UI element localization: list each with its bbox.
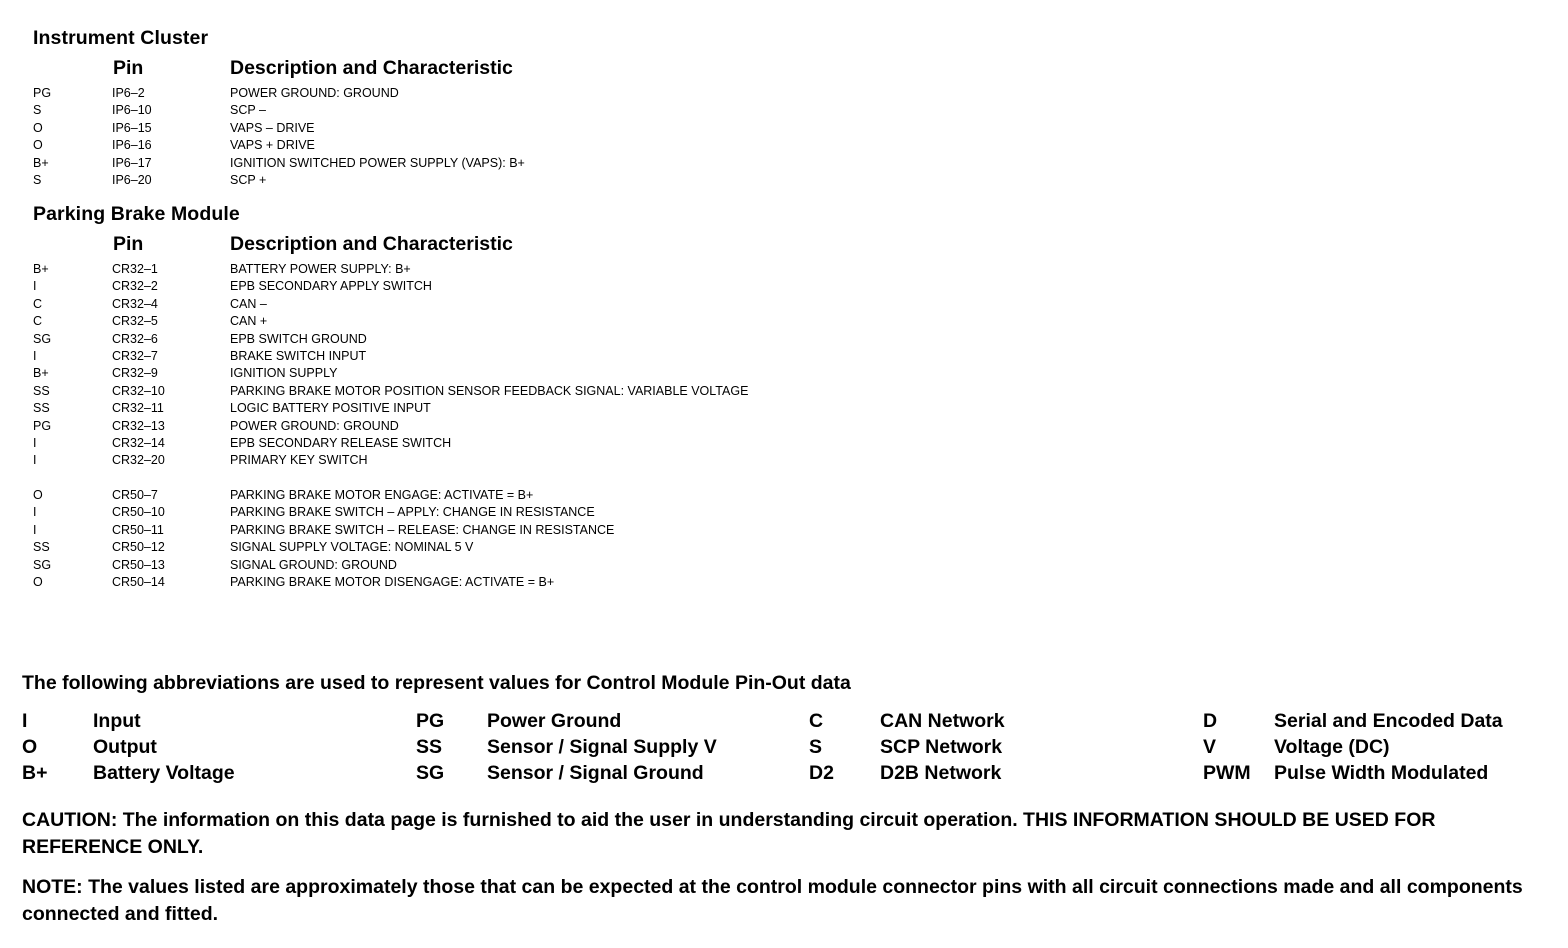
legend-abbreviation: S bbox=[809, 736, 823, 758]
pin-id: CR50–12 bbox=[112, 540, 165, 555]
legend-abbreviation: C bbox=[809, 710, 824, 732]
pin-description: SCP – bbox=[230, 103, 266, 118]
pin-id: IP6–2 bbox=[112, 86, 145, 100]
signal-type-code: O bbox=[33, 575, 43, 590]
table-row bbox=[33, 102, 933, 119]
signal-type-code: SG bbox=[33, 331, 52, 346]
legend-abbreviation: D bbox=[1203, 710, 1218, 732]
pin-description: SIGNAL SUPPLY VOLTAGE: NOMINAL 5 V bbox=[230, 540, 474, 555]
pin-description: POWER GROUND: GROUND bbox=[230, 86, 399, 100]
pin-id: CR32–2 bbox=[112, 279, 158, 294]
pin-description: BATTERY POWER SUPPLY: B+ bbox=[230, 262, 411, 276]
pin-description: EPB SECONDARY APPLY SWITCH bbox=[230, 279, 432, 294]
pin-description: BRAKE SWITCH INPUT bbox=[230, 348, 367, 363]
signal-type-code: PG bbox=[33, 418, 52, 433]
signal-type-code: I bbox=[33, 522, 37, 537]
module-title-instrument-cluster: Instrument Cluster bbox=[33, 27, 209, 49]
pin-description: SCP + bbox=[230, 172, 267, 187]
pin-table-instrument-cluster bbox=[33, 85, 933, 189]
table-row bbox=[33, 539, 933, 556]
pin-id: IP6–15 bbox=[112, 120, 152, 135]
legend-meaning: Input bbox=[93, 710, 141, 732]
legend-abbreviation: I bbox=[22, 710, 28, 732]
pin-description: VAPS + DRIVE bbox=[230, 138, 315, 153]
pin-column-header: Pin bbox=[113, 57, 144, 79]
legend-meaning: Voltage (DC) bbox=[1274, 736, 1390, 758]
pin-id: IP6–20 bbox=[112, 172, 152, 187]
table-row bbox=[33, 365, 933, 382]
legend-row bbox=[22, 736, 1562, 762]
signal-type-code: I bbox=[33, 348, 37, 363]
legend-abbreviation: SS bbox=[416, 736, 443, 758]
pin-description: PARKING BRAKE MOTOR DISENGAGE: ACTIVATE = B+ bbox=[230, 575, 555, 590]
pin-id: CR50–7 bbox=[112, 488, 158, 503]
pin-id: CR32–4 bbox=[112, 296, 158, 311]
table-row bbox=[33, 120, 933, 137]
legend-meaning: Sensor / Signal Supply V bbox=[487, 736, 717, 758]
pin-id: CR50–11 bbox=[112, 522, 164, 537]
table-row bbox=[33, 331, 933, 348]
pin-id: CR32–20 bbox=[112, 453, 165, 468]
pin-description: IGNITION SWITCHED POWER SUPPLY (VAPS): B+ bbox=[230, 155, 525, 170]
pin-id: CR50–14 bbox=[112, 575, 165, 590]
table-row bbox=[33, 278, 933, 295]
module-title-parking-brake-module: Parking Brake Module bbox=[33, 203, 240, 225]
pin-description: POWER GROUND: GROUND bbox=[230, 418, 399, 433]
pin-id: CR32–6 bbox=[112, 331, 158, 346]
table-row bbox=[33, 85, 933, 102]
legend-abbreviation: SG bbox=[416, 762, 445, 784]
table-row bbox=[33, 296, 933, 313]
abbreviations-intro: The following abbreviations are used to represent values for Control Module Pin-Out data bbox=[22, 672, 851, 694]
table-row bbox=[33, 172, 933, 189]
pin-description: SIGNAL GROUND: GROUND bbox=[230, 557, 397, 572]
pin-description: CAN + bbox=[230, 314, 268, 329]
signal-type-code: I bbox=[33, 435, 37, 450]
legend-meaning: CAN Network bbox=[880, 710, 1005, 732]
pin-id: IP6–16 bbox=[112, 138, 152, 153]
signal-type-code: B+ bbox=[33, 155, 49, 170]
legend-abbreviation: O bbox=[22, 736, 38, 758]
description-column-header: Description and Characteristic bbox=[230, 57, 513, 79]
pin-description: PARKING BRAKE SWITCH – RELEASE: CHANGE IN RESISTANCE bbox=[230, 522, 615, 537]
pin-id: CR32–1 bbox=[112, 262, 158, 276]
signal-type-code: O bbox=[33, 488, 43, 503]
table-row bbox=[33, 261, 933, 278]
legend-abbreviation: PWM bbox=[1203, 762, 1251, 784]
pin-id: CR32–5 bbox=[112, 314, 158, 329]
signal-type-code: C bbox=[33, 314, 43, 329]
table-row bbox=[33, 487, 933, 504]
legend-abbreviation: V bbox=[1203, 736, 1217, 758]
pin-description: IGNITION SUPPLY bbox=[230, 366, 338, 381]
table-row bbox=[33, 504, 933, 521]
pin-description: EPB SWITCH GROUND bbox=[230, 331, 367, 346]
pin-description: PARKING BRAKE MOTOR ENGAGE: ACTIVATE = B+ bbox=[230, 488, 534, 503]
pin-id: CR32–11 bbox=[112, 401, 164, 416]
pin-column-header: Pin bbox=[113, 233, 144, 255]
pin-description: PARKING BRAKE SWITCH – APPLY: CHANGE IN RESISTANCE bbox=[230, 505, 595, 520]
signal-type-code: S bbox=[33, 172, 42, 187]
pin-description: PARKING BRAKE MOTOR POSITION SENSOR FEEDBACK SIGNAL: VARIABLE VOLTAGE bbox=[230, 383, 749, 398]
pin-description: VAPS – DRIVE bbox=[230, 120, 315, 135]
signal-type-code: I bbox=[33, 453, 37, 468]
table-row bbox=[33, 574, 933, 591]
legend-abbreviation: D2 bbox=[809, 762, 834, 784]
pin-id: CR32–9 bbox=[112, 366, 158, 381]
caution-text: CAUTION: The information on this data page is furnished to aid the user in understanding circuit operation. THIS INFORMATION SHOULD BE USED FOR REFERENCE ONLY. bbox=[22, 809, 1436, 858]
pin-description: LOGIC BATTERY POSITIVE INPUT bbox=[230, 401, 431, 416]
signal-type-code: SG bbox=[33, 557, 52, 572]
legend-meaning: Power Ground bbox=[487, 710, 622, 732]
legend-meaning: Sensor / Signal Ground bbox=[487, 762, 704, 784]
table-row bbox=[33, 435, 933, 452]
signal-type-code: B+ bbox=[33, 262, 49, 276]
table-row bbox=[33, 522, 933, 539]
pin-id: IP6–17 bbox=[112, 155, 152, 170]
table-row bbox=[33, 418, 933, 435]
legend-meaning: SCP Network bbox=[880, 736, 1003, 758]
signal-type-code: B+ bbox=[33, 366, 49, 381]
table-row bbox=[33, 557, 933, 574]
pin-description: PRIMARY KEY SWITCH bbox=[230, 453, 368, 468]
signal-type-code: PG bbox=[33, 86, 52, 100]
legend-meaning: Battery Voltage bbox=[93, 762, 235, 784]
pin-id: CR50–13 bbox=[112, 557, 165, 572]
table-row bbox=[33, 400, 933, 417]
legend-row bbox=[22, 710, 1562, 736]
legend-row bbox=[22, 762, 1562, 788]
table-row bbox=[33, 348, 933, 365]
legend-abbreviation: B+ bbox=[22, 762, 48, 784]
pin-description: EPB SECONDARY RELEASE SWITCH bbox=[230, 435, 452, 450]
legend-meaning: Output bbox=[93, 736, 157, 758]
pin-id: CR32–13 bbox=[112, 418, 165, 433]
signal-type-code: SS bbox=[33, 540, 50, 555]
pin-id: CR32–10 bbox=[112, 383, 165, 398]
signal-type-code: O bbox=[33, 138, 43, 153]
signal-type-code: I bbox=[33, 279, 37, 294]
legend-meaning: Pulse Width Modulated bbox=[1274, 762, 1489, 784]
legend-meaning: Serial and Encoded Data bbox=[1274, 710, 1503, 732]
pin-id: CR32–14 bbox=[112, 435, 165, 450]
signal-type-code: I bbox=[33, 505, 37, 520]
pin-id: IP6–10 bbox=[112, 103, 152, 118]
pin-table-parking-brake-module bbox=[33, 261, 933, 591]
signal-type-code: S bbox=[33, 103, 42, 118]
table-row bbox=[33, 313, 933, 330]
legend-meaning: D2B Network bbox=[880, 762, 1002, 784]
signal-type-code: O bbox=[33, 120, 43, 135]
table-row bbox=[33, 155, 933, 172]
table-row bbox=[33, 452, 933, 469]
legend-abbreviation: PG bbox=[416, 710, 445, 732]
description-column-header: Description and Characteristic bbox=[230, 233, 513, 255]
pin-description: CAN – bbox=[230, 296, 267, 311]
table-row bbox=[33, 470, 933, 487]
table-row bbox=[33, 383, 933, 400]
abbreviations-legend bbox=[22, 710, 1562, 790]
pin-id: CR32–7 bbox=[112, 348, 158, 363]
note-text: NOTE: The values listed are approximately those that can be expected at the control module connector pins with all circuit connections made and all components connected and fitted. bbox=[22, 876, 1523, 925]
signal-type-code: SS bbox=[33, 383, 50, 398]
table-row bbox=[33, 137, 933, 154]
pin-id: CR50–10 bbox=[112, 505, 165, 520]
signal-type-code: C bbox=[33, 296, 43, 311]
signal-type-code: SS bbox=[33, 401, 50, 416]
